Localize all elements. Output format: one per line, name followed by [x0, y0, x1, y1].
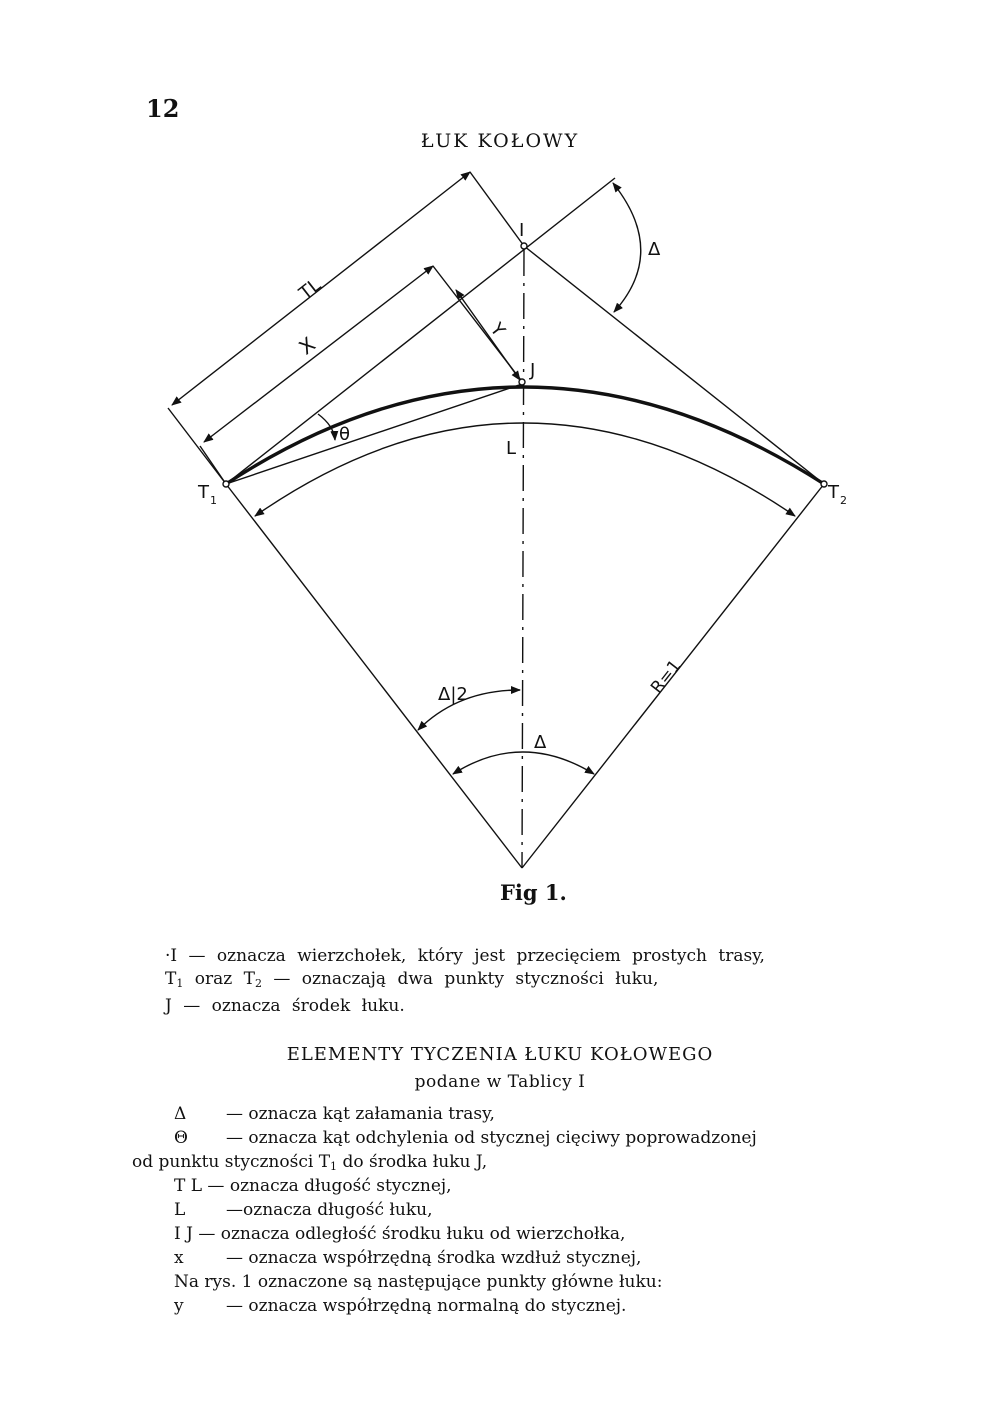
definition-row: Na rys. 1 oznaczone są następujące punkty główne łuku: — [174, 1272, 663, 1292]
delta-half-arc — [418, 690, 520, 730]
label-y: Y — [485, 319, 509, 341]
legend-item: ·I — oznacza wierzchołek, który jest przecięciem prostych trasy, — [165, 946, 765, 966]
page-number: 12 — [146, 94, 180, 123]
definition-row: I J — oznacza odległość środku łuku od wierzchołka, — [174, 1224, 626, 1244]
point-j — [519, 379, 525, 385]
delta-top-arc — [613, 183, 641, 312]
definition-row: Δ — oznacza kąt załamania trasy, — [174, 1104, 495, 1124]
label-tl: TL — [295, 274, 325, 305]
radius-line-left — [226, 484, 522, 868]
center-line — [522, 250, 524, 868]
chord-t1-j — [226, 384, 522, 484]
legend-item: J — oznacza środek łuku. — [165, 996, 405, 1016]
x-ext-lower — [200, 446, 226, 484]
label-delta-half: Δ|2 — [438, 684, 468, 705]
definition-row: y — oznacza współrzędną normalną do stycznej. — [174, 1296, 627, 1316]
label-x: X — [294, 332, 320, 360]
point-t2 — [821, 481, 827, 487]
definition-row: T L — oznacza długość stycznej, — [174, 1176, 452, 1196]
delta-bottom-arc — [453, 752, 594, 774]
tl-ext-lower — [168, 408, 226, 484]
label-t1-sub: 1 — [210, 494, 217, 507]
point-t1 — [223, 481, 229, 487]
tangent-line-right — [524, 246, 824, 484]
section-subheading: podane w Tablicy I — [414, 1072, 586, 1092]
circular-arc — [226, 387, 824, 484]
length-arc — [255, 423, 795, 516]
figure-legend — [165, 945, 765, 1018]
definition-row: Θ — oznacza kąt odchylenia od stycznej cięciwy poprowadzonej — [174, 1128, 757, 1148]
label-t1: T — [198, 482, 209, 503]
definition-row: od punktu styczności T1 do środka łuku J, — [132, 1152, 488, 1173]
label-j: J — [530, 360, 536, 381]
figure-caption: Fig 1. — [500, 880, 567, 905]
definition-row: L —oznacza długość łuku, — [174, 1200, 433, 1220]
legend-item: T1 oraz T2 — oznaczają dwa punkty styczności łuku, — [165, 969, 659, 990]
label-delta-bottom: Δ — [534, 732, 547, 753]
section-heading: ELEMENTY TYCZENIA ŁUKU KOŁOWEGO — [286, 1044, 714, 1065]
tangent-line-left — [226, 178, 615, 484]
label-radius: R=1 — [646, 656, 686, 698]
definition-row: x — oznacza współrzędną środka wzdłuż stycznej, — [174, 1248, 642, 1268]
page-title: ŁUK KOŁOWY — [420, 130, 580, 152]
label-i: I — [519, 220, 525, 241]
label-t2: T — [828, 482, 839, 503]
label-delta-top: Δ — [648, 239, 661, 260]
label-t2-sub: 2 — [840, 494, 847, 507]
tl-ext-upper — [470, 172, 524, 246]
label-l: L — [506, 438, 517, 459]
definitions-list — [132, 1102, 872, 1318]
label-theta: θ — [339, 424, 351, 445]
point-i — [521, 243, 527, 249]
